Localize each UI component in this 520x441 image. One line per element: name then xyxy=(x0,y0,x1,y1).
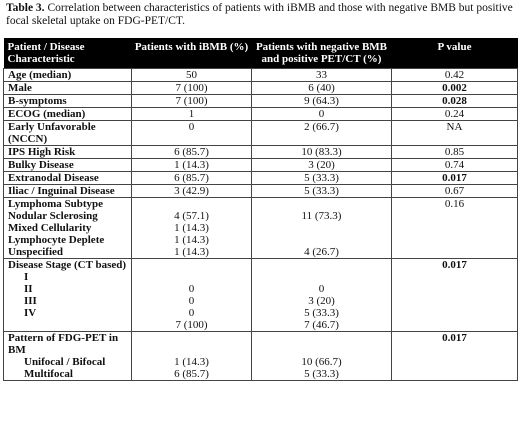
table-row xyxy=(4,82,518,95)
subtype-item-ibmb: 1 (14.3) xyxy=(174,234,209,246)
stage-p: 0.017 xyxy=(442,259,467,271)
stage-item-ibmb: 0 xyxy=(188,295,195,307)
table-cell: IPS High Risk xyxy=(4,146,132,159)
subtype-item-negative: 4 (26.7) xyxy=(304,246,339,258)
table-cell: Iliac / Inguinal Disease xyxy=(4,185,132,198)
stage-negative-values xyxy=(252,259,392,332)
table-cell: 33 xyxy=(252,69,392,82)
table-cell: 6 (40) xyxy=(252,82,392,95)
table-cell: 1 xyxy=(132,108,252,121)
table-row xyxy=(4,108,518,121)
table-row-pattern xyxy=(4,332,518,381)
pattern-item-ibmb: 1 (14.3) xyxy=(174,356,209,368)
table-cell: 0.017 xyxy=(392,172,518,185)
pattern-negative-values xyxy=(252,332,392,381)
pattern-item-negative: 5 (33.3) xyxy=(304,368,339,380)
table-header-row xyxy=(4,38,518,69)
table-cell: 0.67 xyxy=(392,185,518,198)
stage-item-label: III xyxy=(24,295,37,307)
table-cell: 0.42 xyxy=(392,69,518,82)
stage-item-negative: 3 (20) xyxy=(308,295,335,307)
table-cell: 6 (85.7) xyxy=(132,146,252,159)
pattern-title: Pattern of FDG-PET in BM xyxy=(8,332,119,356)
table-cell: 0.002 xyxy=(392,82,518,95)
pattern-item-label: Unifocal / Bifocal xyxy=(24,356,106,368)
caption-text: Correlation between characteristics of patients with iBMB and those with negative BMB but positive focal skeletal uptake on FDG-PET/CT. xyxy=(6,2,513,27)
table-cell: 2 (66.7) xyxy=(252,121,392,146)
table-caption xyxy=(0,0,520,38)
table-cell: 50 xyxy=(132,69,252,82)
table-row-stage xyxy=(4,259,518,332)
table-cell: 5 (33.3) xyxy=(252,185,392,198)
subtype-p-value xyxy=(392,198,518,259)
header-characteristic: Patient / Disease Characteristic xyxy=(4,38,132,69)
stage-ibmb-values xyxy=(132,259,252,332)
subtype-item-label: Mixed Cellularity xyxy=(8,222,92,234)
table-cell: Age (median) xyxy=(4,69,132,82)
pattern-p-value xyxy=(392,332,518,381)
table-cell: 0.85 xyxy=(392,146,518,159)
table-cell: ECOG (median) xyxy=(4,108,132,121)
stage-item-label: IV xyxy=(24,307,37,319)
table-cell: 1 (14.3) xyxy=(132,159,252,172)
subtype-item-negative xyxy=(254,234,389,246)
table-row xyxy=(4,121,518,146)
stage-item-label: II xyxy=(24,283,33,295)
blank-line xyxy=(254,198,389,210)
stage-item-negative: 5 (33.3) xyxy=(304,307,339,319)
table-cell: 0.74 xyxy=(392,159,518,172)
table-cell: NA xyxy=(392,121,518,146)
blank-line xyxy=(254,332,389,344)
header-p-value: P value xyxy=(392,38,518,69)
blank-line xyxy=(254,271,389,283)
stage-item-negative: 0 xyxy=(318,283,325,295)
blank-line xyxy=(134,271,249,283)
table-cell: 10 (83.3) xyxy=(252,146,392,159)
table-cell: Bulky Disease xyxy=(4,159,132,172)
subtype-negative-values xyxy=(252,198,392,259)
table-cell: 0.24 xyxy=(392,108,518,121)
pattern-ibmb-values xyxy=(132,332,252,381)
table-cell: 7 (100) xyxy=(132,95,252,108)
subtype-p: 0.16 xyxy=(444,198,465,210)
table-row xyxy=(4,95,518,108)
stage-item-label: I xyxy=(24,271,29,283)
blank-line xyxy=(254,344,389,356)
pattern-item-label: Multifocal xyxy=(24,368,73,380)
blank-line xyxy=(134,344,249,356)
table-cell: 0 xyxy=(252,108,392,121)
pattern-labels xyxy=(4,332,132,381)
subtype-item-ibmb: 1 (14.3) xyxy=(174,222,209,234)
header-negative-bmb: Patients with negative BMB and positive PET/CT (%) xyxy=(252,38,392,69)
table-cell: 5 (33.3) xyxy=(252,172,392,185)
table-cell: 0.028 xyxy=(392,95,518,108)
pattern-item-negative: 10 (66.7) xyxy=(301,356,342,368)
stage-item-ibmb: 0 xyxy=(188,307,195,319)
blank-line xyxy=(134,198,249,210)
blank-line xyxy=(134,332,249,344)
subtype-item-ibmb: 4 (57.1) xyxy=(174,210,209,222)
blank-line xyxy=(134,259,249,271)
subtype-item-label: Nodular Sclerosing xyxy=(8,210,98,222)
subtype-item-negative xyxy=(254,222,389,234)
table-cell: Extranodal Disease xyxy=(4,172,132,185)
stage-item-negative: 7 (46.7) xyxy=(304,319,339,331)
table-cell: 0 xyxy=(132,121,252,146)
table-cell: 3 (20) xyxy=(252,159,392,172)
stage-title: Disease Stage (CT based) xyxy=(8,259,127,271)
table-row xyxy=(4,146,518,159)
table-row-subtype xyxy=(4,198,518,259)
table-row xyxy=(4,159,518,172)
table-row xyxy=(4,185,518,198)
stage-p-value xyxy=(392,259,518,332)
subtype-ibmb-values xyxy=(132,198,252,259)
table-cell: Early Unfavorable (NCCN) xyxy=(4,121,132,146)
table-cell: 9 (64.3) xyxy=(252,95,392,108)
subtype-item-ibmb: 1 (14.3) xyxy=(174,246,209,258)
pattern-p: 0.017 xyxy=(442,332,467,344)
table-cell: Male xyxy=(4,82,132,95)
table-row xyxy=(4,172,518,185)
table-cell: 6 (85.7) xyxy=(132,172,252,185)
caption-label: Table 3. xyxy=(6,2,45,14)
blank-line xyxy=(254,259,389,271)
table-cell: B-symptoms xyxy=(4,95,132,108)
stage-item-ibmb: 0 xyxy=(188,283,195,295)
pattern-item-ibmb: 6 (85.7) xyxy=(174,368,209,380)
subtype-labels xyxy=(4,198,132,259)
table-row xyxy=(4,69,518,82)
table-cell: 3 (42.9) xyxy=(132,185,252,198)
subtype-item-label: Lymphocyte Deplete xyxy=(8,234,105,246)
subtype-title: Lymphoma Subtype xyxy=(8,198,104,210)
stage-item-ibmb: 7 (100) xyxy=(175,319,208,331)
subtype-item-label: Unspecified xyxy=(8,246,63,258)
stage-labels xyxy=(4,259,132,332)
header-ibmb: Patients with iBMB (%) xyxy=(132,38,252,69)
table-cell: 7 (100) xyxy=(132,82,252,95)
characteristics-table xyxy=(3,38,518,381)
subtype-item-negative: 11 (73.3) xyxy=(301,210,342,222)
